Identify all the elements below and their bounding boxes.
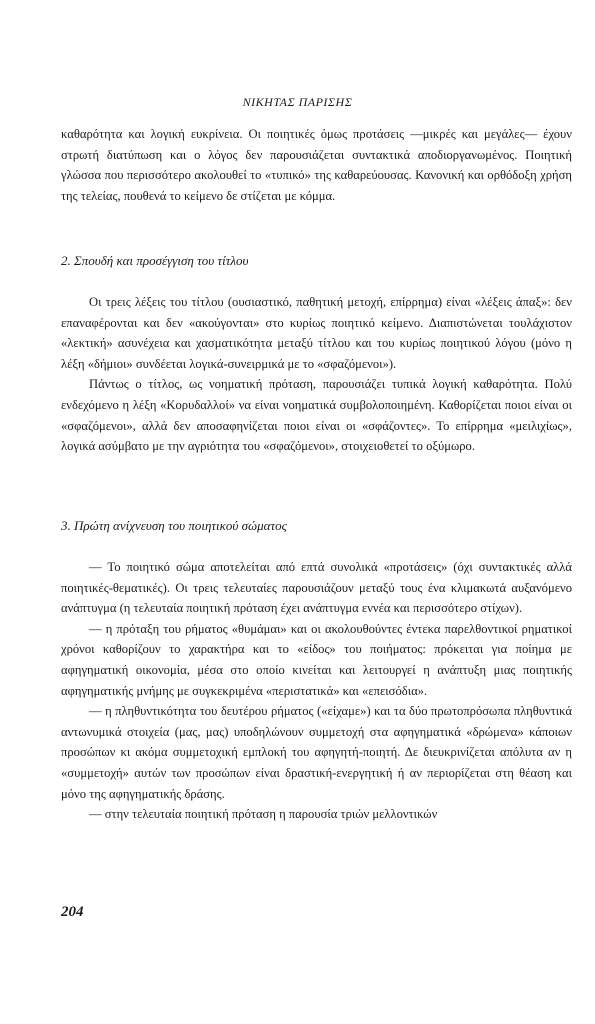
- running-head: ΝΙΚΗΤΑΣ ΠΑΡΙΣΗΣ: [242, 95, 353, 109]
- intro-block: [61, 124, 572, 206]
- section-3-paragraph-4: — στην τελευταία ποιητική πρόταση η παρουσία τριών μελλοντικών: [89, 807, 438, 822]
- section-3-paragraph-3: — η πληθυντικότητα του δευτέρου ρήματος («είχαμε») και τα δύο πρωτοπρόσωπα πληθυντικά αντωνυμικά στοιχεία (μας, μας) υποδηλώνουν συμμετοχή στα αφηγηματικά «δρώμενα» κάποιων προσώπων κι ακόμα συμμετοχική εμπλοκή του αφηγητή-ποιητή. Δε διευκρινίζεται απόλυτα αν η «συμμετοχή» αυτών των προσώπων είναι δραστική-ενεργητική ή αν περιορίζεται στη θέαση και μόνο της αφηγηματικής δράσης.: [61, 704, 572, 801]
- section-2-paragraph-2: Πάντως ο τίτλος, ως νοηματική πρόταση, παρουσιάζει τυπικά λογική καθαρότητα. Πολύ ενδεχόμενο η λέξη «Κορυδαλλοί» να είναι νοηματικά συμβολοποιημένη. Καθορίζεται ποιοι είναι οι «σφαζόμενοι», αλλά δεν αποσαφηνίζεται ποιοι είναι οι «σφάζοντες». Το επίρρημα «μειλιχίως», λογικά ασύμβατο με την αγριότητα του «σφαζόμενοι», στοιχειοθετεί το οξύμωρο.: [61, 377, 572, 454]
- section-3-paragraph-2: — η πρόταξη του ρήματος «θυμάμαι» και οι ακολουθούντες έντεκα παρελθοντικοί ρηματικοί χρόνοι καθορίζουν το χαρακτήρα και το «είδος» του ποιήματος: πρόκειται για ποίημα με αφηγηματική οικονομία, μέσα στο οποίο κινείται και λειτουργεί η ανάπτυξη μιας ποιητικής αφηγηματικής μνήμης με συγκεκριμένα «περιστατικά» και «επεισόδια».: [61, 621, 572, 698]
- section-3-body: [61, 557, 572, 825]
- section-2-paragraph-1: Οι τρεις λέξεις του τίτλου (ουσιαστικό, παθητική μετοχή, επίρρημα) είναι «λέξεις άπαξ»: δεν επαναφέρονται και δεν «ακούγονται» στο κυρίως ποιητικό κείμενο. Διαπιστώνεται τουλάχιστον «λεκτική» ασυνέχεια και χασματικότητα μεταξύ τίτλου και του κυρίως ποιητικού λόγου (μόνο η λέξη «δήμιοι» συνδέεται λογικά-συνειρμικά με το «σφαζόμενοι»).: [61, 295, 572, 371]
- section-2-heading: 2. Σπουδή και προσέγγιση του τίτλου: [61, 253, 249, 268]
- section-2-body: [61, 292, 572, 457]
- intro-paragraph: καθαρότητα και λογική ευκρίνεια. Οι ποιητικές όμως προτάσεις —μικρές και μεγάλες— έχουν στρωτή διατύπωση και ο λόγος δεν παρουσιάζεται συντακτικά αποδιοργανωμένος. Ποιητική γλώσσα που περισσότερο ακολουθεί το «τυπικό» της καθαρεύουσας. Κανονική και ορθόδοξη χρήση της τελείας, πουθενά το κείμενο δε στίζεται με κόμμα.: [61, 127, 572, 203]
- page-number: 204: [61, 904, 84, 920]
- section-3-paragraph-1: — Το ποιητικό σώμα αποτελείται από επτά συνολικά «προτάσεις» (όχι συντακτικές αλλά ποιητικές-θεματικές). Οι τρεις τελευταίες παρουσιάζουν μεταξύ τους ένα κλιμακωτά αυξανόμενο ανάπτυγμα (η τελευταία ποιητική πρόταση έχει ανάπτυγμα εννέα και περισσότερο στίχων).: [61, 560, 572, 616]
- section-3-heading: 3. Πρώτη ανίχνευση του ποιητικού σώματος: [61, 518, 287, 533]
